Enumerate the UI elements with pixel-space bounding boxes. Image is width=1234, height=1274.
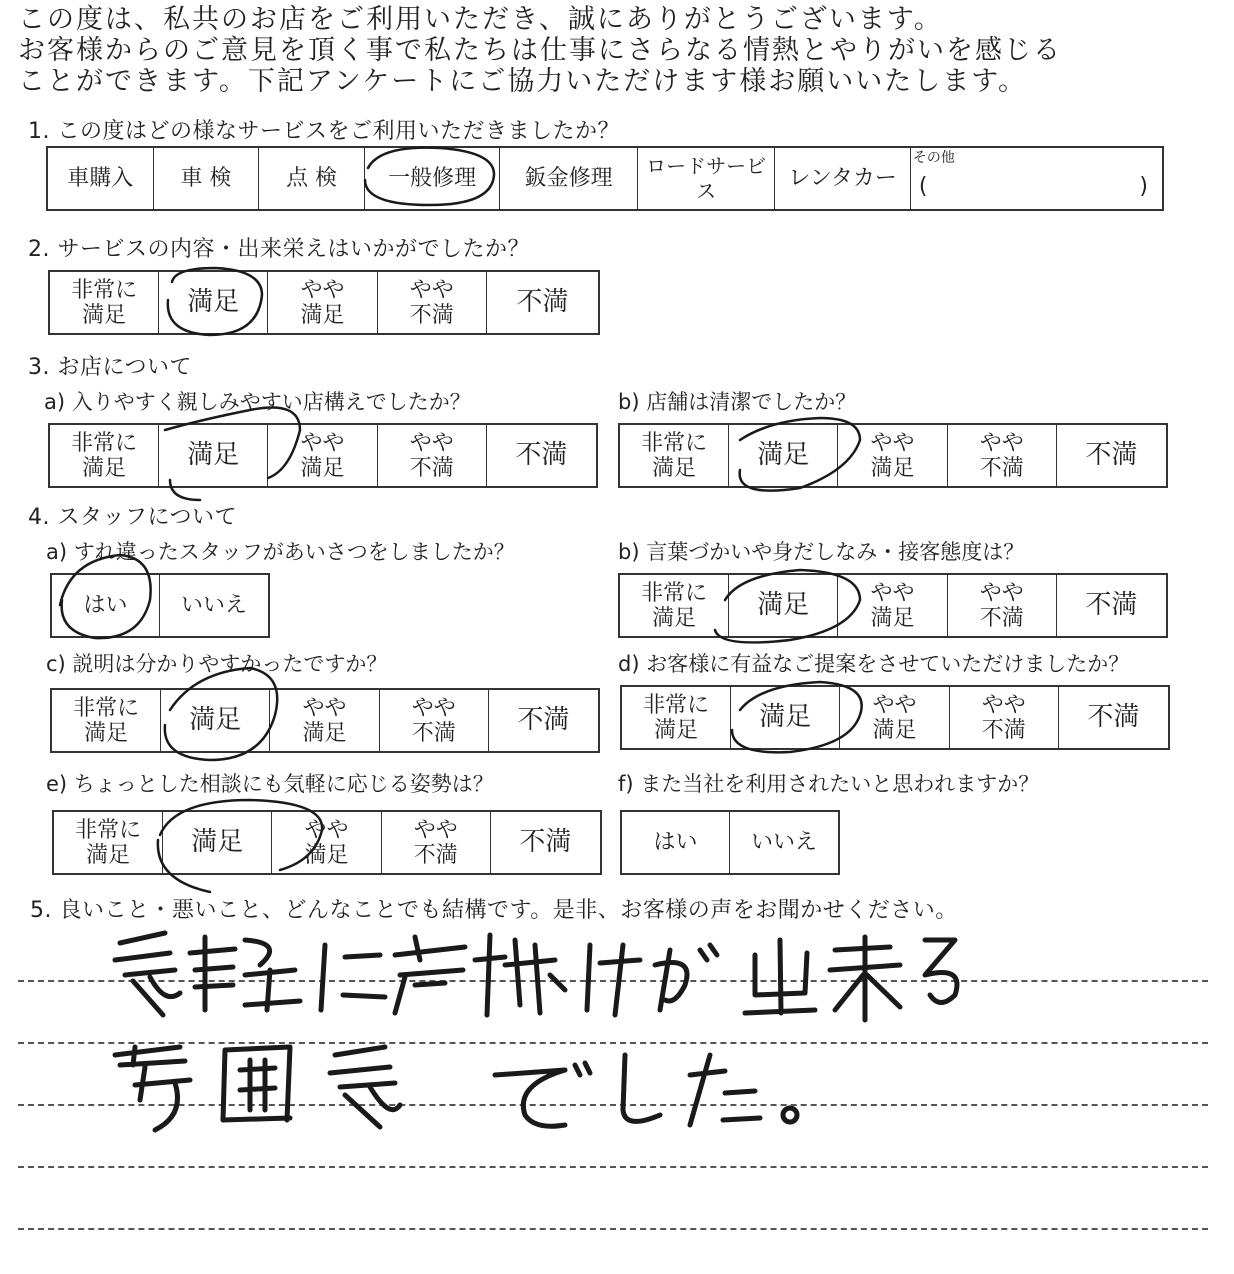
q4e-somewhat-dissatisfied[interactable]: やや 不満 bbox=[382, 812, 491, 873]
q3b-label: b) 店舗は清潔でしたか？ bbox=[618, 390, 857, 414]
q1-selection-circle bbox=[365, 148, 494, 205]
q4f-yes[interactable]: はい bbox=[622, 812, 730, 873]
q2-selection-circle bbox=[168, 268, 262, 335]
q4f-label: f) また当社を利用されたいと思われますか？ bbox=[618, 772, 1040, 796]
q4c-label: c) 説明は分かりやすかったですか？ bbox=[46, 652, 388, 676]
q1-option-check[interactable]: 点 検 bbox=[259, 148, 365, 209]
q4-label: 4. スタッフについて bbox=[28, 505, 238, 530]
q3b-very-satisfied[interactable]: 非常に 満足 bbox=[620, 425, 729, 486]
q4c-selection-circle bbox=[165, 668, 277, 760]
q4e-very-satisfied[interactable]: 非常に 満足 bbox=[54, 812, 163, 873]
q2-label: 2. サービスの内容・出来栄えはいかがでしたか？ bbox=[28, 237, 530, 262]
q3b-somewhat-dissatisfied[interactable]: やや 不満 bbox=[948, 425, 1057, 486]
q4e-label: e) ちょっとした相談にも気軽に応じる姿勢は？ bbox=[46, 772, 494, 796]
q3a-label: a) 入りやすく親しみやすい店構えでしたか？ bbox=[44, 390, 471, 414]
q1-other-paren-open: ( bbox=[918, 174, 928, 199]
q3-label: 3. お店について bbox=[28, 355, 193, 380]
q4c-dissatisfied[interactable]: 不満 bbox=[517, 705, 570, 735]
q4b-satisfied[interactable]: 満足 bbox=[729, 575, 838, 636]
q3b-somewhat-satisfied[interactable]: やや 満足 bbox=[838, 425, 947, 486]
q4b-selection-circle bbox=[715, 570, 860, 642]
q4b-label: b) 言葉づかいや身だしなみ・接客態度は？ bbox=[618, 540, 1025, 564]
q4a-no[interactable]: いいえ bbox=[181, 593, 248, 618]
q4d-somewhat-dissatisfied[interactable]: やや 不満 bbox=[950, 687, 1059, 748]
q4a-yes[interactable]: はい bbox=[52, 575, 160, 636]
q2-very-satisfied[interactable]: 非常に 満足 bbox=[50, 272, 159, 333]
q4d-selection-circle bbox=[732, 682, 862, 752]
q4c-very-satisfied[interactable]: 非常に 満足 bbox=[52, 690, 161, 751]
q3a-somewhat-dissatisfied[interactable]: やや 不満 bbox=[378, 425, 487, 486]
q4d-label: d) お客様に有益なご提案をさせていただけましたか？ bbox=[618, 652, 1130, 676]
q4e-dissatisfied[interactable]: 不満 bbox=[519, 827, 572, 857]
intro-line-2: お客様からのご意見を頂く事で私たちは仕事にさらなる情熱とやりがいを感じる bbox=[18, 35, 1062, 66]
q4c-satisfied[interactable]: 満足 bbox=[161, 690, 270, 751]
q2-dissatisfied[interactable]: 不満 bbox=[516, 287, 569, 317]
q2-satisfied[interactable]: 満足 bbox=[159, 272, 268, 333]
q2-somewhat-satisfied[interactable]: やや 満足 bbox=[268, 272, 377, 333]
q3a-dissatisfied[interactable]: 不満 bbox=[515, 440, 568, 470]
q3a-very-satisfied[interactable]: 非常に 満足 bbox=[50, 425, 159, 486]
q4d-satisfied[interactable]: 満足 bbox=[731, 687, 840, 748]
q3a-satisfied[interactable]: 満足 bbox=[159, 425, 268, 486]
q4b-somewhat-dissatisfied[interactable]: やや 不満 bbox=[948, 575, 1057, 636]
q1-other-label: その他 bbox=[912, 150, 955, 166]
q4b-very-satisfied[interactable]: 非常に 満足 bbox=[620, 575, 729, 636]
q1-option-rental[interactable]: レンタカー bbox=[775, 148, 911, 209]
q4c-somewhat-dissatisfied[interactable]: やや 不満 bbox=[380, 690, 489, 751]
q3a-selection-circle bbox=[165, 408, 300, 501]
q4a-selection-circle bbox=[60, 555, 151, 638]
q1-option-road-service[interactable]: ロードサービス bbox=[638, 148, 776, 209]
q4f-no[interactable]: いいえ bbox=[751, 830, 818, 855]
q3a-somewhat-satisfied[interactable]: やや 満足 bbox=[268, 425, 377, 486]
q4e-somewhat-satisfied[interactable]: やや 満足 bbox=[272, 812, 381, 873]
q3b-dissatisfied[interactable]: 不満 bbox=[1085, 440, 1138, 470]
q1-option-general-repair[interactable]: 一般修理 bbox=[365, 148, 501, 209]
q1-other-paren-close: ) bbox=[1139, 174, 1148, 199]
q4b-dissatisfied[interactable]: 不満 bbox=[1085, 590, 1138, 620]
q3b-selection-circle bbox=[740, 418, 860, 491]
q1-option-inspection[interactable]: 車 検 bbox=[154, 148, 260, 209]
q1-option-car-purchase[interactable]: 車購入 bbox=[48, 148, 154, 209]
q4d-dissatisfied[interactable]: 不満 bbox=[1087, 702, 1140, 732]
q5-label: 5. 良いこと・悪いこと、どんなことでも結構です。是非、お客様の声をお聞かせください。 bbox=[30, 898, 958, 923]
q4d-very-satisfied[interactable]: 非常に 満足 bbox=[622, 687, 731, 748]
q4e-selection-circle bbox=[158, 800, 322, 892]
q4e-satisfied[interactable]: 満足 bbox=[163, 812, 272, 873]
intro-line-1: この度は、私共のお店をご利用いただき、誠にありがとうございます。 bbox=[18, 4, 943, 35]
q3b-satisfied[interactable]: 満足 bbox=[729, 425, 838, 486]
q1-label: 1. この度はどの様なサービスをご利用いただきましたか？ bbox=[28, 119, 620, 144]
q4b-somewhat-satisfied[interactable]: やや 満足 bbox=[838, 575, 947, 636]
q4a-label: a) すれ違ったスタッフがあいさつをしましたか？ bbox=[46, 540, 515, 564]
q4c-somewhat-satisfied[interactable]: やや 満足 bbox=[270, 690, 379, 751]
q1-option-sheet-metal[interactable]: 鈑金修理 bbox=[500, 148, 638, 209]
q2-somewhat-dissatisfied[interactable]: やや 不満 bbox=[378, 272, 487, 333]
q4d-somewhat-satisfied[interactable]: やや 満足 bbox=[840, 687, 949, 748]
intro-line-3: ことができます。下記アンケートにご協力いただけます様お願いいたします。 bbox=[18, 66, 1028, 97]
